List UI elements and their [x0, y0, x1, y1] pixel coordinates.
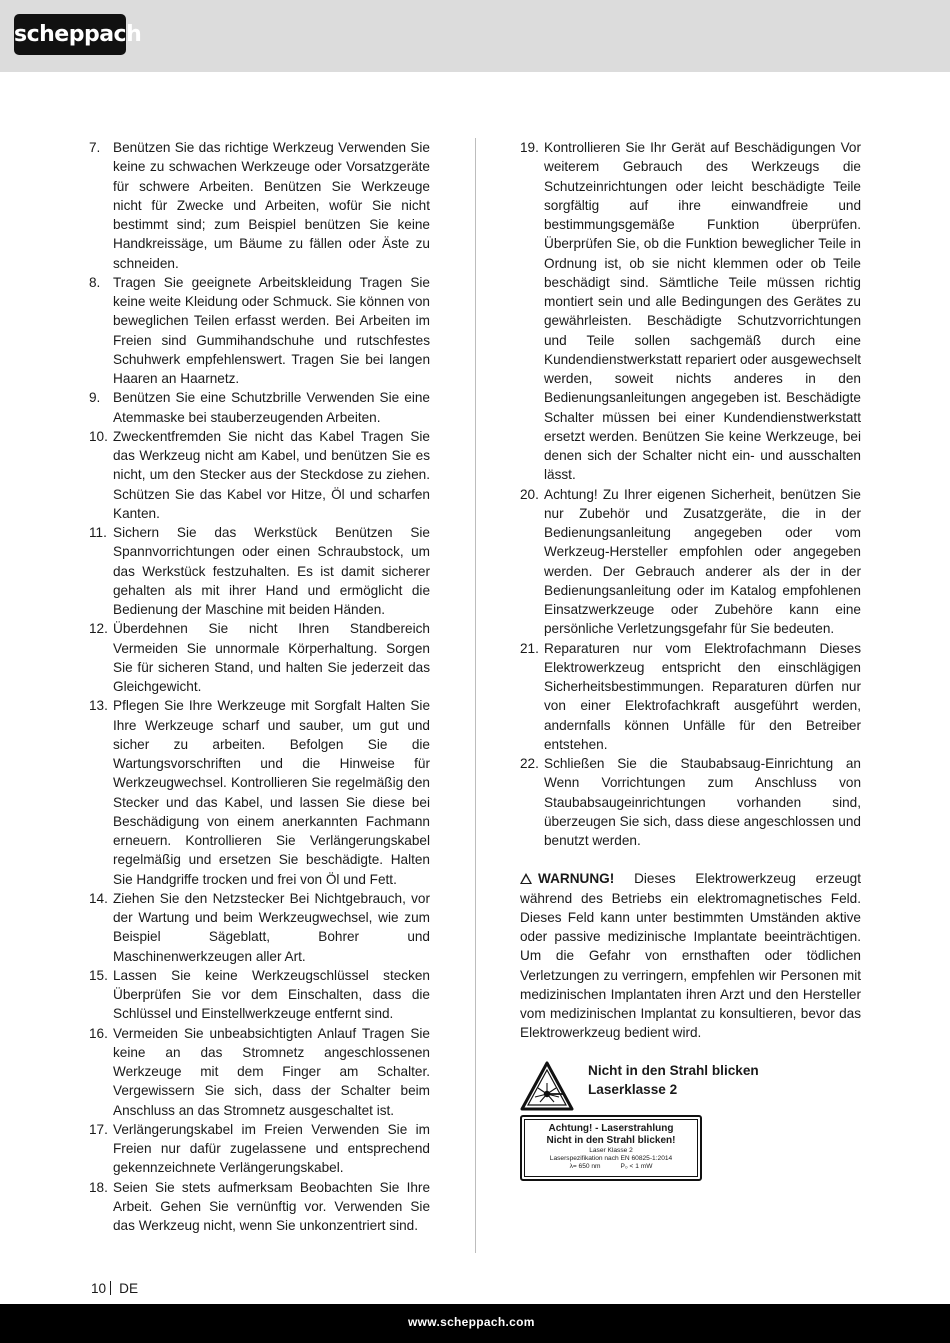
item-number: 11.: [89, 525, 107, 540]
item-number: 20.: [520, 486, 539, 502]
item-number: 12.: [89, 621, 108, 637]
item-text: Reparaturen nur vom Elektrofachmann Dieses Elektrowerkzeug entspricht den einschlägigen Sicherheitsbestimmungen. Reparaturen dürfen nur von einer Elektrofachkraft ausgeführt werden, andernfalls können Unfälle für den Betreiber entstehen.: [544, 640, 861, 752]
item-number: 9.: [89, 390, 101, 406]
page-language: DE: [119, 1281, 139, 1296]
list-item: [89, 1120, 430, 1178]
emf-warning: [520, 869, 861, 1042]
column-divider: [475, 138, 476, 1253]
item-number: 21.: [520, 640, 539, 656]
laser-label-inner: [524, 1119, 698, 1177]
item-text: Kontrollieren Sie Ihr Gerät auf Beschädigungen Vor weiterem Gebrauch des Werkzeugs die Schutzeinrichtungen oder leicht beschädigte Teile sorgfältig auf ihre einwandfreie und bestimmungsgemäße Funktion überprüfen. Überprüfen Sie, ob die Funktion beweglicher Teile in Ordnung ist, ob sie nicht klemmen oder ob Teile beschädigt sind. Sämtliche Teile müssen richtig montiert sein und alle Bedingungen des Gerätes zu gewährleisten. Beschädigte Schutzvorrichtungen und Teile sollen sachgemäß durch eine Kundendienstwerkstatt repariert oder ausgewechselt werden, soweit nichts anderes in den Bedienungsanleitungen angegeben ist. Beschädigte Schalter müssen bei einer Kundendienstwerkstatt ersetzt werden. Benützen Sie keine Werkzeuge, bei denen sich der Schalter nicht ein- und ausschalten lässt.: [544, 140, 861, 483]
item-number: 18.: [89, 1179, 108, 1195]
warning-text: Dieses Elektrowerkzeug erzeugt während des Betriebs ein elektromagnetisches Feld. Dieses Feld kann unter bestimmten Umständen aktive oder passive medizinische Implantate beeinträchtigen. Um die Gefahr von ernsthaften oder tödlichen Verletzungen zu verringern, empfehlen wir Personen mit medizinischen Implantaten ihren Arzt und den Hersteller vom medizinischen Implantat zu konsultieren, bevor das Elektrowerkzeug bedient wird.: [520, 871, 862, 1041]
item-text: Zweckentfremden Sie nicht das Kabel Tragen Sie das Werkzeug nicht am Kabel, und benützen Sie es nicht, um den Stecker aus der Steckdose zu ziehen. Schützen Sie das Kabel vor Hitze, Öl und scharfen Kanten.: [113, 428, 430, 521]
list-item: [89, 273, 430, 389]
item-text: Ziehen Sie den Netzstecker Bei Nichtgebrauch, vor der Wartung und beim Werkzeugwechsel, wie zum Beispiel Sägeblatt, Bohrer und Maschinenwerkzeugen aller Art.: [113, 890, 430, 964]
item-text: Schließen Sie die Staubabsaug-Einrichtung an Wenn Vorrichtungen zum Anschluss von Staubabsaugeinrichtungen vorhanden sind, überzeugen Sie sich, dass diese angeschlossen und benutzt werden.: [544, 756, 861, 848]
item-number: 15.: [89, 967, 108, 983]
item-number: 16.: [89, 1025, 108, 1041]
item-text: Seien Sie stets aufmerksam Beobachten Sie Ihre Arbeit. Gehen Sie vernünftig vor. Verwenden Sie das Werkzeug nicht, wenn Sie unkonzentriert sind.: [113, 1179, 430, 1233]
list-item: [520, 754, 861, 850]
item-text: Verlängerungskabel im Freien Verwenden Sie im Freien nur dafür zugelassene und entsprechend gekennzeichnete Verlängerungskabel.: [113, 1121, 430, 1176]
page-number: [91, 1281, 138, 1296]
item-text: Überdehnen Sie nicht Ihren Standbereich Vermeiden Sie unnormale Körperhaltung. Sorgen Sie für sicheren Stand, und halten Sie jederzeit das Gleichgewicht.: [113, 621, 430, 694]
page-number-value: 10: [91, 1281, 107, 1296]
item-number: 8.: [89, 274, 101, 290]
laser-title-line2: Laserklasse 2: [588, 1082, 678, 1097]
warning-icon: [520, 873, 532, 884]
list-item: [520, 138, 861, 485]
item-text: Sichern Sie das Werkstück Benützen Sie Spannvorrichtungen oder einen Schraubstock, um das Werkstück festzuhalten. Es ist damit sicherer gehalten als mit ihrer Hand und ermöglicht die Bedienung der Maschine mit beiden Händen.: [113, 525, 430, 617]
item-text: Achtung! Zu Ihrer eigenen Sicherheit, benützen Sie nur Zubehör und Zusatzgeräte, die in der Bedienungsanleitung angegeben oder vom Werkzeug-Hersteller empfohlen oder angegeben werden. Der Gebrauch anderer als der in der Bedienungsanleitung oder im Katalog empfohlenen Einsatzwerkzeuge oder Zubehöre kann eine persönliche Verletzungsgefahr für Sie bedeuten.: [544, 486, 861, 637]
laser-label-line5: [525, 1163, 697, 1171]
list-item: [89, 696, 430, 889]
laser-hazard-icon: [520, 1061, 574, 1111]
item-number: 13.: [89, 698, 108, 714]
list-item: [520, 485, 861, 639]
brand-logo: scheppach: [14, 14, 126, 55]
laser-wavelength: λ= 650 nm: [569, 1162, 601, 1170]
list-item: [89, 966, 430, 1024]
item-number: 14.: [89, 890, 108, 906]
list-item: [89, 619, 430, 696]
laser-power: P₀ < 1 mW: [620, 1162, 653, 1170]
item-text: Benützen Sie eine Schutzbrille Verwenden Sie eine Atemmaske bei stauberzeugenden Arbeiten.: [113, 390, 430, 425]
list-item: [89, 1024, 430, 1120]
item-number: 10.: [89, 428, 108, 444]
right-column: [520, 138, 861, 1191]
laser-label-line2: Nicht in den Strahl blicken!: [546, 1134, 676, 1146]
laser-info: [520, 1061, 861, 1191]
page-separator: [110, 1281, 111, 1295]
laser-label-line4: Laserspezifikation nach EN 60825-1:2014: [549, 1154, 673, 1162]
laser-title: [588, 1061, 759, 1100]
item-text: Benützen Sie das richtige Werkzeug Verwenden Sie keine zu schwachen Werkzeuge oder Vorsatzgeräte für schwere Arbeiten. Benützen Sie Werkzeuge nicht für Zwecke und Arbeiten, wofür Sie nicht bestimmt sind; zum Beispiel benützen Sie keine Handkreissäge, um Bäume zu fällen oder Äste zu schneiden.: [113, 140, 430, 271]
item-text: Tragen Sie geeignete Arbeitskleidung Tragen Sie keine weite Kleidung oder Schmuck. Sie können von beweglichen Teilen erfasst werden. Bei Arbeiten im Freien sind Gummihandschuhe und rutschfestes Schuhwerk empfehlenswert. Tragen Sie bei langen Haaren an Haarnetz.: [113, 274, 430, 386]
header-bar: [0, 0, 950, 72]
safety-list-left: [89, 138, 430, 1235]
laser-title-line1: Nicht in den Strahl blicken: [588, 1062, 759, 1078]
laser-warning-label: [520, 1115, 702, 1181]
left-column: [89, 138, 430, 1235]
list-item: [89, 138, 430, 273]
item-number: 19.: [520, 140, 539, 155]
list-item: [89, 1178, 430, 1236]
warning-label: WARNUNG!: [538, 871, 615, 887]
item-number: 17.: [89, 1121, 108, 1137]
list-item: [520, 639, 861, 755]
footer-bar: [0, 1304, 950, 1343]
item-text: Vermeiden Sie unbeabsichtigten Anlauf Tragen Sie keine an das Stromnetz angeschlossenen Werkzeuge mit dem Finger am Schalter. Vergewissern Sie sich, dass der Schalter beim Anschluss an das Stromnetz ausgeschaltet ist.: [113, 1025, 430, 1118]
list-item: [89, 889, 430, 966]
laser-label-line3: Laser Klasse 2: [589, 1146, 633, 1154]
footer-url: www.scheppach.com: [408, 1315, 535, 1329]
item-number: 7.: [89, 140, 101, 155]
list-item: [89, 523, 430, 619]
item-text: Pflegen Sie Ihre Werkzeuge mit Sorgfalt Halten Sie Ihre Werkzeuge scharf und sauber, um gut und sicher zu arbeiten. Befolgen Sie die Wartungsvorschriften und die Hinweise für Werkzeugwechsel. Kontrollieren Sie regelmäßig den Stecker und das Kabel, und lassen Sie diese bei Beschädigung von einem anerkannten Fachmann erneuern. Kontrollieren Sie Verlängerungskabel regelmäßig und ersetzen Sie beschädigte. Halten Sie Handgriffe trocken und frei von Öl und Fett.: [113, 698, 430, 887]
item-number: 22.: [520, 756, 539, 771]
list-item: [89, 388, 430, 427]
laser-label-line1: Achtung! - Laserstrahlung: [548, 1122, 674, 1134]
list-item: [89, 427, 430, 523]
safety-list-right: [520, 138, 861, 850]
item-text: Lassen Sie keine Werkzeugschlüssel stecken Überprüfen Sie vor dem Einschalten, dass die Schlüssel und Einstellwerkzeuge entfernt sind.: [113, 967, 430, 1022]
